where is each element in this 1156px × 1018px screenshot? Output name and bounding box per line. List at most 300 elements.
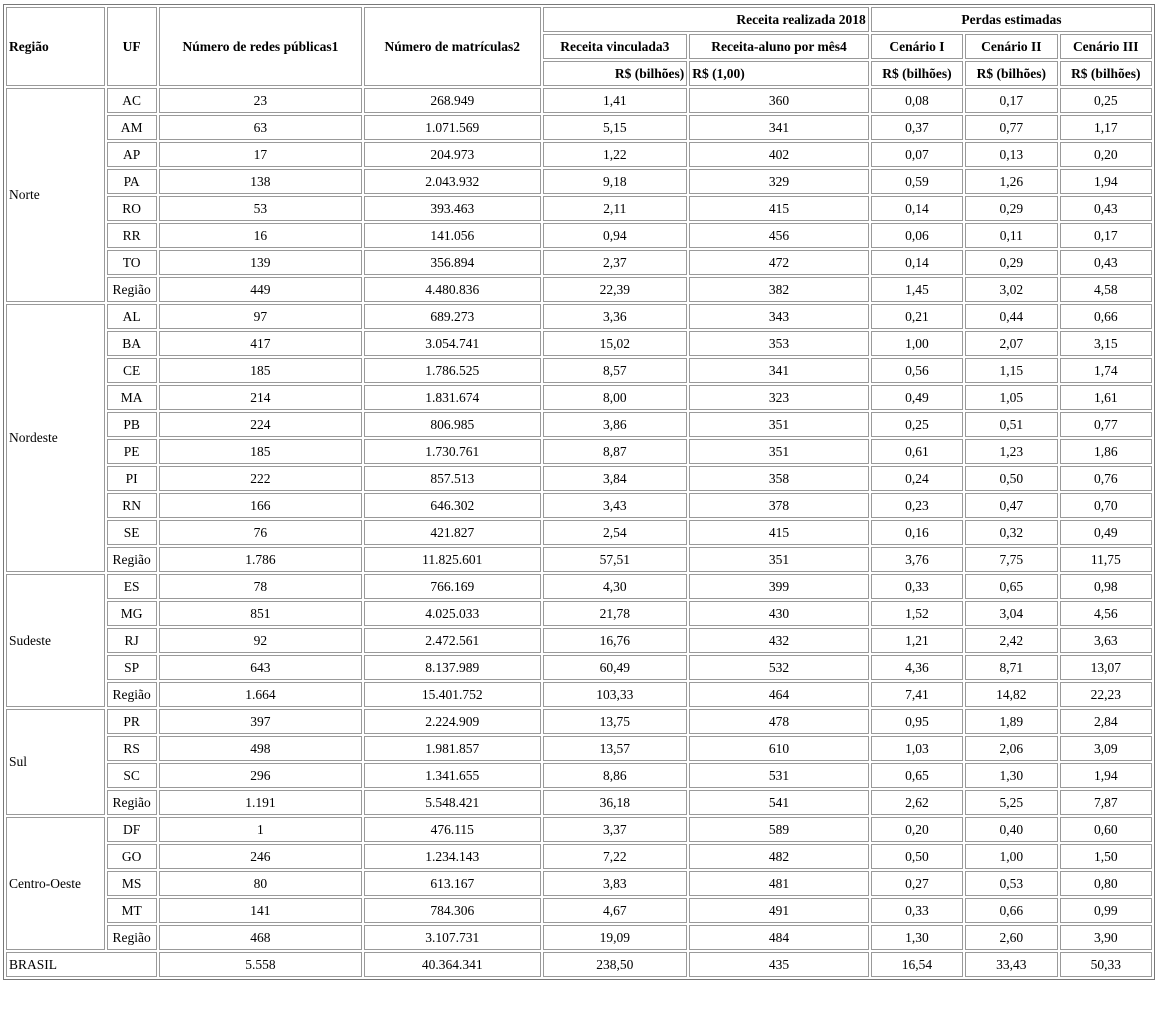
uf-cell: DF (107, 817, 157, 842)
value-cell: 766.169 (364, 574, 541, 599)
value-cell: 0,53 (965, 871, 1057, 896)
value-cell: 238,50 (543, 952, 688, 977)
uf-cell: Região (107, 547, 157, 572)
value-cell: 0,76 (1060, 466, 1152, 491)
value-cell: 2,37 (543, 250, 688, 275)
value-cell: 0,95 (871, 709, 963, 734)
value-cell: 806.985 (364, 412, 541, 437)
uf-cell: MA (107, 385, 157, 410)
unit-cenario-3: R$ (bilhões) (1060, 61, 1152, 86)
value-cell: 92 (159, 628, 362, 653)
uf-cell: PI (107, 466, 157, 491)
value-cell: 1,94 (1060, 763, 1152, 788)
value-cell: 1,89 (965, 709, 1057, 734)
value-cell: 4,30 (543, 574, 688, 599)
table-row (6, 736, 1152, 761)
value-cell: 464 (689, 682, 869, 707)
table-row (6, 358, 1152, 383)
value-cell: 204.973 (364, 142, 541, 167)
value-cell: 0,17 (965, 88, 1057, 113)
value-cell: 0,59 (871, 169, 963, 194)
value-cell: 2,62 (871, 790, 963, 815)
value-cell: 5,25 (965, 790, 1057, 815)
value-cell: 0,33 (871, 898, 963, 923)
value-cell: 8,71 (965, 655, 1057, 680)
value-cell: 60,49 (543, 655, 688, 680)
value-cell: 0,61 (871, 439, 963, 464)
value-cell: 185 (159, 439, 362, 464)
brasil-total-row (6, 952, 1152, 977)
table-row (6, 817, 1152, 842)
value-cell: 0,50 (965, 466, 1057, 491)
region-total-row (6, 682, 1152, 707)
value-cell: 2.472.561 (364, 628, 541, 653)
value-cell: 2,06 (965, 736, 1057, 761)
value-cell: 1,23 (965, 439, 1057, 464)
value-cell: 491 (689, 898, 869, 923)
value-cell: 0,37 (871, 115, 963, 140)
value-cell: 351 (689, 439, 869, 464)
uf-cell: RO (107, 196, 157, 221)
value-cell: 0,43 (1060, 250, 1152, 275)
value-cell: 1,41 (543, 88, 688, 113)
table-row (6, 628, 1152, 653)
value-cell: 16 (159, 223, 362, 248)
uf-cell: ES (107, 574, 157, 599)
value-cell: 1.831.674 (364, 385, 541, 410)
value-cell: 1,94 (1060, 169, 1152, 194)
table-row (6, 304, 1152, 329)
value-cell: 3,15 (1060, 331, 1152, 356)
value-cell: 415 (689, 196, 869, 221)
region-total-row (6, 790, 1152, 815)
region-name-cell: Nordeste (6, 304, 105, 572)
uf-cell: RN (107, 493, 157, 518)
value-cell: 0,16 (871, 520, 963, 545)
value-cell: 2.043.932 (364, 169, 541, 194)
value-cell: 435 (689, 952, 869, 977)
value-cell: 0,14 (871, 196, 963, 221)
uf-cell: SE (107, 520, 157, 545)
value-cell: 0,65 (965, 574, 1057, 599)
value-cell: 0,08 (871, 88, 963, 113)
value-cell: 358 (689, 466, 869, 491)
col-header-uf: UF (107, 7, 157, 86)
value-cell: 268.949 (364, 88, 541, 113)
table-body (6, 88, 1152, 977)
value-cell: 0,49 (871, 385, 963, 410)
value-cell: 0,11 (965, 223, 1057, 248)
value-cell: 0,99 (1060, 898, 1152, 923)
value-cell: 0,66 (965, 898, 1057, 923)
value-cell: 1,86 (1060, 439, 1152, 464)
value-cell: 4.025.033 (364, 601, 541, 626)
uf-cell: MT (107, 898, 157, 923)
uf-cell: AM (107, 115, 157, 140)
col-header-cenario-2: Cenário II (965, 34, 1057, 59)
value-cell: 3,83 (543, 871, 688, 896)
col-header-cenario-3: Cenário III (1060, 34, 1152, 59)
region-name-cell: Norte (6, 88, 105, 302)
value-cell: 103,33 (543, 682, 688, 707)
value-cell: 456 (689, 223, 869, 248)
value-cell: 3,04 (965, 601, 1057, 626)
value-cell: 613.167 (364, 871, 541, 896)
unit-cenario-1: R$ (bilhões) (871, 61, 963, 86)
value-cell: 323 (689, 385, 869, 410)
value-cell: 430 (689, 601, 869, 626)
value-cell: 646.302 (364, 493, 541, 518)
table-header (6, 7, 1152, 86)
value-cell: 851 (159, 601, 362, 626)
value-cell: 0,43 (1060, 196, 1152, 221)
value-cell: 1.071.569 (364, 115, 541, 140)
unit-receita-aluno: R$ (1,00) (689, 61, 869, 86)
value-cell: 382 (689, 277, 869, 302)
value-cell: 19,09 (543, 925, 688, 950)
uf-cell: Região (107, 682, 157, 707)
value-cell: 138 (159, 169, 362, 194)
uf-cell: AC (107, 88, 157, 113)
value-cell: 0,60 (1060, 817, 1152, 842)
value-cell: 1,22 (543, 142, 688, 167)
value-cell: 1.786 (159, 547, 362, 572)
table-row (6, 574, 1152, 599)
value-cell: 0,44 (965, 304, 1057, 329)
value-cell: 0,98 (1060, 574, 1152, 599)
value-cell: 481 (689, 871, 869, 896)
value-cell: 0,14 (871, 250, 963, 275)
table-row (6, 412, 1152, 437)
value-cell: 3,63 (1060, 628, 1152, 653)
value-cell: 532 (689, 655, 869, 680)
value-cell: 399 (689, 574, 869, 599)
value-cell: 2,11 (543, 196, 688, 221)
value-cell: 1,00 (965, 844, 1057, 869)
value-cell: 141 (159, 898, 362, 923)
value-cell: 476.115 (364, 817, 541, 842)
value-cell: 2,42 (965, 628, 1057, 653)
value-cell: 1,45 (871, 277, 963, 302)
value-cell: 16,54 (871, 952, 963, 977)
value-cell: 0,40 (965, 817, 1057, 842)
value-cell: 2,54 (543, 520, 688, 545)
value-cell: 0,80 (1060, 871, 1152, 896)
value-cell: 5.548.421 (364, 790, 541, 815)
value-cell: 0,66 (1060, 304, 1152, 329)
value-cell: 784.306 (364, 898, 541, 923)
value-cell: 3,36 (543, 304, 688, 329)
value-cell: 421.827 (364, 520, 541, 545)
value-cell: 1,03 (871, 736, 963, 761)
value-cell: 1.234.143 (364, 844, 541, 869)
value-cell: 3,76 (871, 547, 963, 572)
value-cell: 141.056 (364, 223, 541, 248)
value-cell: 246 (159, 844, 362, 869)
table-row (6, 466, 1152, 491)
value-cell: 1.786.525 (364, 358, 541, 383)
table-row (6, 898, 1152, 923)
value-cell: 1,61 (1060, 385, 1152, 410)
value-cell: 3,02 (965, 277, 1057, 302)
uf-cell: RS (107, 736, 157, 761)
value-cell: 643 (159, 655, 362, 680)
value-cell: 13,07 (1060, 655, 1152, 680)
uf-cell: AL (107, 304, 157, 329)
value-cell: 15,02 (543, 331, 688, 356)
value-cell: 0,29 (965, 196, 1057, 221)
value-cell: 0,20 (871, 817, 963, 842)
uf-cell: Região (107, 925, 157, 950)
value-cell: 50,33 (1060, 952, 1152, 977)
value-cell: 415 (689, 520, 869, 545)
table-row (6, 844, 1152, 869)
value-cell: 397 (159, 709, 362, 734)
value-cell: 3,90 (1060, 925, 1152, 950)
value-cell: 0,17 (1060, 223, 1152, 248)
table-row (6, 142, 1152, 167)
group-header-receita: Receita realizada 2018 (543, 7, 869, 32)
value-cell: 7,87 (1060, 790, 1152, 815)
value-cell: 3.054.741 (364, 331, 541, 356)
value-cell: 356.894 (364, 250, 541, 275)
value-cell: 0,29 (965, 250, 1057, 275)
value-cell: 0,47 (965, 493, 1057, 518)
table-row (6, 385, 1152, 410)
uf-cell: PR (107, 709, 157, 734)
value-cell: 4,67 (543, 898, 688, 923)
value-cell: 222 (159, 466, 362, 491)
value-cell: 78 (159, 574, 362, 599)
value-cell: 15.401.752 (364, 682, 541, 707)
value-cell: 5,15 (543, 115, 688, 140)
uf-cell: TO (107, 250, 157, 275)
value-cell: 4.480.836 (364, 277, 541, 302)
uf-cell: Região (107, 277, 157, 302)
value-cell: 541 (689, 790, 869, 815)
value-cell: 22,39 (543, 277, 688, 302)
value-cell: 0,70 (1060, 493, 1152, 518)
value-cell: 341 (689, 358, 869, 383)
value-cell: 224 (159, 412, 362, 437)
col-header-cenario-1: Cenário I (871, 34, 963, 59)
uf-cell: AP (107, 142, 157, 167)
value-cell: 0,56 (871, 358, 963, 383)
value-cell: 353 (689, 331, 869, 356)
value-cell: 185 (159, 358, 362, 383)
value-cell: 0,24 (871, 466, 963, 491)
value-cell: 1,52 (871, 601, 963, 626)
region-total-row (6, 925, 1152, 950)
value-cell: 0,49 (1060, 520, 1152, 545)
value-cell: 0,51 (965, 412, 1057, 437)
value-cell: 351 (689, 547, 869, 572)
value-cell: 13,75 (543, 709, 688, 734)
value-cell: 857.513 (364, 466, 541, 491)
value-cell: 449 (159, 277, 362, 302)
value-cell: 0,23 (871, 493, 963, 518)
value-cell: 76 (159, 520, 362, 545)
value-cell: 689.273 (364, 304, 541, 329)
table-row (6, 223, 1152, 248)
uf-cell: PE (107, 439, 157, 464)
value-cell: 1.664 (159, 682, 362, 707)
value-cell: 11.825.601 (364, 547, 541, 572)
value-cell: 531 (689, 763, 869, 788)
uf-cell: RR (107, 223, 157, 248)
value-cell: 0,65 (871, 763, 963, 788)
value-cell: 402 (689, 142, 869, 167)
value-cell: 329 (689, 169, 869, 194)
value-cell: 57,51 (543, 547, 688, 572)
uf-cell: SP (107, 655, 157, 680)
value-cell: 139 (159, 250, 362, 275)
uf-cell: Região (107, 790, 157, 815)
value-cell: 2,84 (1060, 709, 1152, 734)
value-cell: 296 (159, 763, 362, 788)
value-cell: 417 (159, 331, 362, 356)
value-cell: 40.364.341 (364, 952, 541, 977)
value-cell: 1.981.857 (364, 736, 541, 761)
value-cell: 8.137.989 (364, 655, 541, 680)
table-row (6, 763, 1152, 788)
uf-cell: PB (107, 412, 157, 437)
brasil-label-cell: BRASIL (6, 952, 157, 977)
value-cell: 5.558 (159, 952, 362, 977)
value-cell: 22,23 (1060, 682, 1152, 707)
value-cell: 7,75 (965, 547, 1057, 572)
value-cell: 393.463 (364, 196, 541, 221)
value-cell: 7,22 (543, 844, 688, 869)
value-cell: 2,60 (965, 925, 1057, 950)
value-cell: 0,33 (871, 574, 963, 599)
value-cell: 0,06 (871, 223, 963, 248)
value-cell: 1,00 (871, 331, 963, 356)
uf-cell: SC (107, 763, 157, 788)
table-row (6, 601, 1152, 626)
value-cell: 214 (159, 385, 362, 410)
value-cell: 8,57 (543, 358, 688, 383)
region-total-row (6, 277, 1152, 302)
value-cell: 610 (689, 736, 869, 761)
value-cell: 9,18 (543, 169, 688, 194)
value-cell: 1.341.655 (364, 763, 541, 788)
unit-cenario-2: R$ (bilhões) (965, 61, 1057, 86)
value-cell: 4,36 (871, 655, 963, 680)
region-name-cell: Centro-Oeste (6, 817, 105, 950)
uf-cell: MG (107, 601, 157, 626)
value-cell: 63 (159, 115, 362, 140)
value-cell: 23 (159, 88, 362, 113)
col-header-regiao: Região (6, 7, 105, 86)
value-cell: 36,18 (543, 790, 688, 815)
value-cell: 1,74 (1060, 358, 1152, 383)
value-cell: 0,32 (965, 520, 1057, 545)
value-cell: 1,21 (871, 628, 963, 653)
value-cell: 468 (159, 925, 362, 950)
value-cell: 589 (689, 817, 869, 842)
value-cell: 0,77 (1060, 412, 1152, 437)
value-cell: 53 (159, 196, 362, 221)
value-cell: 21,78 (543, 601, 688, 626)
uf-cell: GO (107, 844, 157, 869)
value-cell: 484 (689, 925, 869, 950)
value-cell: 0,20 (1060, 142, 1152, 167)
region-name-cell: Sudeste (6, 574, 105, 707)
value-cell: 0,25 (871, 412, 963, 437)
table-row (6, 493, 1152, 518)
value-cell: 432 (689, 628, 869, 653)
value-cell: 8,87 (543, 439, 688, 464)
table-row (6, 871, 1152, 896)
value-cell: 0,27 (871, 871, 963, 896)
value-cell: 3,43 (543, 493, 688, 518)
table-row (6, 709, 1152, 734)
value-cell: 1.730.761 (364, 439, 541, 464)
table-row (6, 196, 1152, 221)
value-cell: 80 (159, 871, 362, 896)
value-cell: 1,17 (1060, 115, 1152, 140)
value-cell: 478 (689, 709, 869, 734)
value-cell: 3,86 (543, 412, 688, 437)
value-cell: 472 (689, 250, 869, 275)
value-cell: 498 (159, 736, 362, 761)
value-cell: 11,75 (1060, 547, 1152, 572)
value-cell: 33,43 (965, 952, 1057, 977)
value-cell: 166 (159, 493, 362, 518)
uf-cell: PA (107, 169, 157, 194)
value-cell: 378 (689, 493, 869, 518)
table-row (6, 250, 1152, 275)
table-row (6, 169, 1152, 194)
value-cell: 0,50 (871, 844, 963, 869)
value-cell: 482 (689, 844, 869, 869)
value-cell: 0,77 (965, 115, 1057, 140)
value-cell: 17 (159, 142, 362, 167)
value-cell: 1 (159, 817, 362, 842)
table-row (6, 655, 1152, 680)
value-cell: 8,86 (543, 763, 688, 788)
value-cell: 341 (689, 115, 869, 140)
value-cell: 0,21 (871, 304, 963, 329)
value-cell: 360 (689, 88, 869, 113)
value-cell: 3.107.731 (364, 925, 541, 950)
value-cell: 1,15 (965, 358, 1057, 383)
value-cell: 0,25 (1060, 88, 1152, 113)
uf-cell: RJ (107, 628, 157, 653)
group-header-perdas: Perdas estimadas (871, 7, 1152, 32)
table-row (6, 88, 1152, 113)
value-cell: 97 (159, 304, 362, 329)
value-cell: 1,50 (1060, 844, 1152, 869)
value-cell: 3,09 (1060, 736, 1152, 761)
value-cell: 4,58 (1060, 277, 1152, 302)
region-total-row (6, 547, 1152, 572)
table-row (6, 439, 1152, 464)
table-row (6, 331, 1152, 356)
value-cell: 1,30 (965, 763, 1057, 788)
region-name-cell: Sul (6, 709, 105, 815)
value-cell: 4,56 (1060, 601, 1152, 626)
value-cell: 13,57 (543, 736, 688, 761)
value-cell: 1,26 (965, 169, 1057, 194)
revenue-losses-table (3, 4, 1155, 980)
col-header-receita-aluno: Receita-aluno por mês4 (689, 34, 869, 59)
value-cell: 16,76 (543, 628, 688, 653)
value-cell: 14,82 (965, 682, 1057, 707)
table-row (6, 115, 1152, 140)
value-cell: 1,05 (965, 385, 1057, 410)
